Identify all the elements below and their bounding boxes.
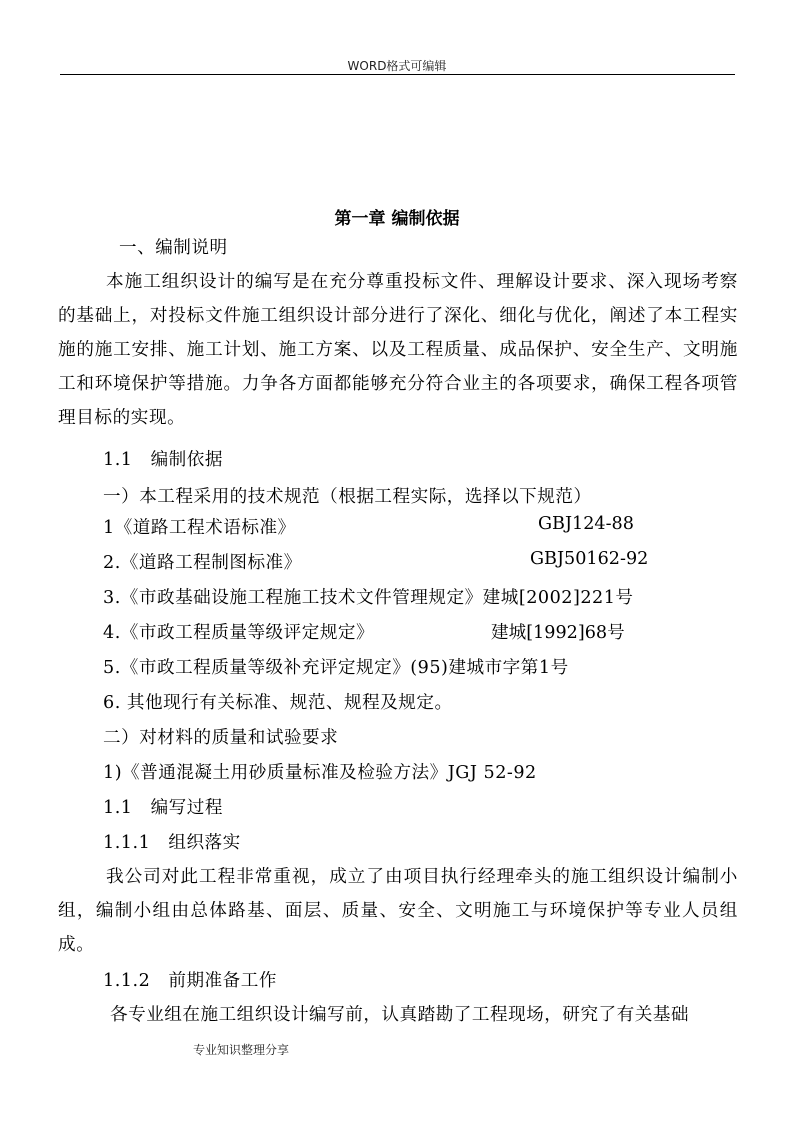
spec-item-5-name: 5.《市政工程质量等级补充评定规定》(95)建城市字第1号 [103, 658, 569, 678]
header-divider [60, 74, 735, 75]
preparation-paragraph: 各专业组在施工组织设计编写前，认真踏勘了工程现场，研究了有关基础 [110, 1005, 690, 1025]
spec-item-4-name: 4.《市政工程质量等级评定规定》 [103, 623, 375, 643]
spec-item-2-code: GBJ50162-92 [530, 549, 649, 569]
subheading-material-requirements: 二）对材料的质量和试验要求 [103, 728, 339, 748]
page-footer: 专业知识整理分享 [193, 1043, 290, 1057]
spec-item-1-code: GBJ124-88 [538, 514, 634, 534]
spec-item-1-name: 1《道路工程术语标准》 [103, 518, 296, 538]
subsection-heading-organization: 1.1.1 组织落实 [103, 833, 241, 853]
section-heading-basis: 1.1 编制依据 [103, 450, 223, 470]
page-header: WORD格式可编辑 [347, 59, 447, 73]
spec-item-4-code: 建城[1992]68号 [491, 623, 625, 643]
subheading-technical-specs: 一）本工程采用的技术规范（根据工程实际，选择以下规范） [103, 487, 592, 507]
explanation-paragraph: 本施工组织设计的编写是在充分尊重投标文件、理解设计要求、深入现场考察的基础上，对投标文件施工组织设计部分进行了深化、细化与优化，阐述了本工程实施的施工安排、施工计划、施工方案、以及工程质量、成品保护、安全生产、文明施工和环境保护等措施。力争各方面都能够充分符合业主的各项要求，确保工程各项管理目标的实现。 [58, 272, 738, 428]
subsection-heading-preparation: 1.1.2 前期准备工作 [103, 971, 277, 991]
organization-paragraph: 我公司对此工程非常重视，成立了由项目执行经理牵头的施工组织设计编制小组，编制小组由总体路基、面层、质量、安全、文明施工与环境保护等专业人员组成。 [58, 867, 738, 955]
spec-item-2-name: 2.《道路工程制图标准》 [103, 553, 302, 573]
section-heading-writing-process: 1.1 编写过程 [103, 798, 223, 818]
spec-item-3-name: 3.《市政基础设施工程施工技术文件管理规定》建城[2002]221号 [103, 588, 634, 608]
section-heading-explanation: 一、编制说明 [119, 238, 228, 258]
chapter-title: 第一章 编制依据 [334, 209, 460, 229]
material-item-1: 1)《普通混凝土用砂质量标准及检验方法》JGJ 52-92 [103, 763, 537, 783]
spec-item-6-name: 6. 其他现行有关标准、规范、规程及规定。 [103, 693, 453, 713]
